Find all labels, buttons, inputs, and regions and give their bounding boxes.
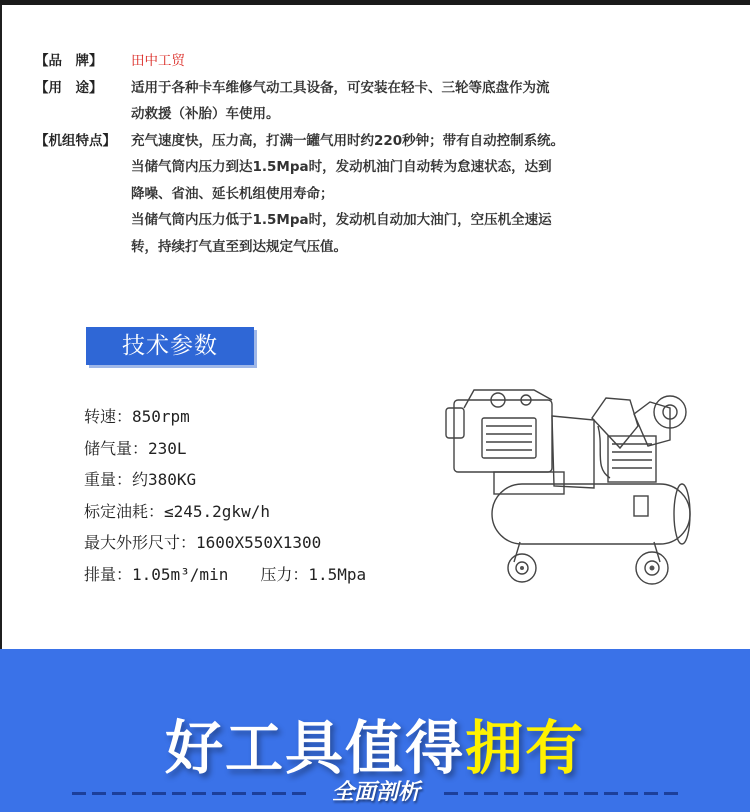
features-line: 充气速度快，压力高，打满一罐气用时约220秒钟；带有自动控制系统。 (131, 132, 565, 149)
spec-fuel-consumption: 标定油耗：≤245.2gkw/h (84, 501, 270, 521)
brand-row (35, 48, 635, 75)
features-line: 降噪、省油、延长机组使用寿命； (131, 185, 334, 202)
spec-weight: 重量：约380KG (84, 470, 197, 489)
air-compressor-illustration (434, 378, 696, 590)
features-line: 当储气筒内压力到达1.5Mpa时，发动机油门自动转为怠速状态，达到 (131, 159, 552, 175)
usage-value (131, 75, 635, 128)
product-info (35, 48, 635, 260)
features-line: 转，持续打气直至到达规定气压值。 (131, 238, 347, 255)
slogan-banner (0, 649, 750, 812)
spec-displacement-pressure: 排量：1.05m³/min 压力：1.5Mpa (84, 564, 367, 584)
usage-line: 适用于各种卡车维修气动工具设备，可安装在轻卡、三轮等底盘作为流 (131, 79, 550, 96)
dash-line-left (72, 792, 306, 796)
spec-speed: 转速：850rpm (84, 407, 190, 426)
dash-line-right (444, 792, 678, 796)
brand-label: 【品 牌】 (35, 53, 103, 69)
slogan (0, 701, 750, 785)
spec-heading: 技术参数 (86, 327, 254, 365)
slogan-main: 好工具值得 (164, 714, 465, 782)
sub-slogan: 全面剖析 (331, 779, 420, 805)
brand-value: 田中工贸 (131, 53, 185, 69)
slogan-highlight: 拥有 (465, 714, 586, 782)
features-value (131, 128, 635, 261)
usage-label: 【用 途】 (35, 79, 103, 96)
features-label: 【机组特点】 (35, 132, 116, 149)
spec-list (84, 401, 366, 590)
left-border (0, 5, 2, 650)
usage-row (35, 75, 635, 128)
features-line: 当储气筒内压力低于1.5Mpa时，发动机自动加大油门，空压机全速运 (131, 212, 552, 228)
top-bar (0, 0, 750, 5)
spec-air-capacity: 储气量：230L (84, 438, 187, 458)
usage-line: 动救援（补胎）车使用。 (131, 106, 280, 122)
features-row (35, 128, 635, 261)
spec-dimensions: 最大外形尺寸：1600X550X1300 (84, 533, 322, 552)
